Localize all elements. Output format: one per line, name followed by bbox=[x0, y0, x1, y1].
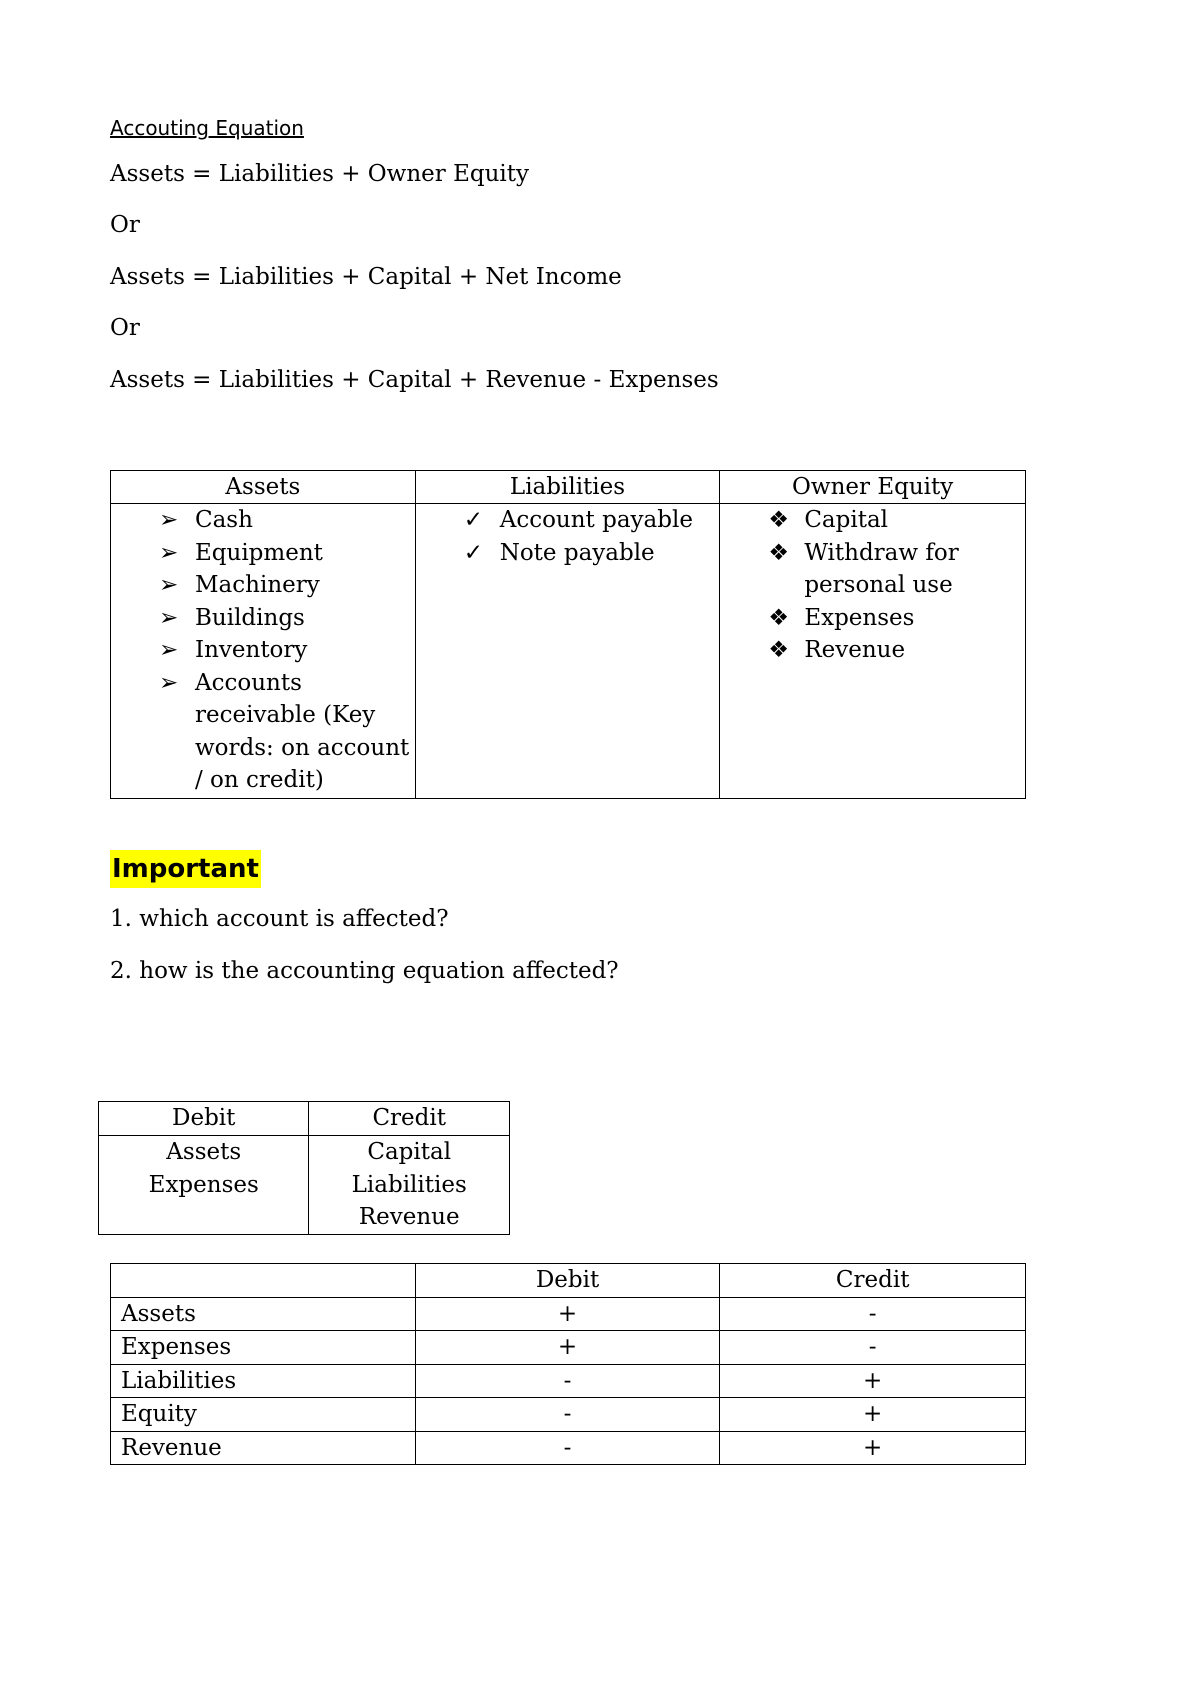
table-row bbox=[111, 1398, 1026, 1432]
list-item: ➢ Equipment bbox=[111, 537, 415, 570]
debit-credit-table bbox=[98, 1101, 510, 1235]
credit-sign: - bbox=[720, 1297, 1026, 1331]
account-categories-table bbox=[110, 470, 1026, 799]
diamond-bullet-icon: ❖ bbox=[768, 539, 789, 566]
equation-line: Assets = Liabilities + Owner Equity bbox=[110, 161, 529, 187]
check-bullet-icon: ✓ bbox=[463, 507, 483, 533]
arrow-bullet-icon: ➢ bbox=[159, 669, 179, 696]
account-name: Equity bbox=[111, 1398, 416, 1432]
arrow-bullet-icon: ➢ bbox=[159, 604, 179, 631]
credit-item: Liabilities bbox=[351, 1171, 467, 1198]
credit-sign: + bbox=[720, 1431, 1026, 1465]
important-highlight: Important bbox=[110, 850, 261, 888]
or-line: Or bbox=[110, 212, 140, 238]
credit-sign: + bbox=[720, 1364, 1026, 1398]
header-credit: Credit bbox=[309, 1102, 510, 1136]
list-item: ✓ Note payable bbox=[416, 537, 720, 570]
arrow-bullet-icon: ➢ bbox=[159, 637, 179, 663]
header-debit: Debit bbox=[415, 1264, 720, 1298]
diamond-bullet-icon: ❖ bbox=[768, 604, 789, 631]
credit-item: Revenue bbox=[358, 1204, 460, 1230]
equation-line: Assets = Liabilities + Capital + Revenue - Expenses bbox=[110, 367, 719, 393]
list-item: ➢ Machinery bbox=[111, 569, 415, 602]
check-bullet-icon: ✓ bbox=[463, 539, 483, 566]
header-credit: Credit bbox=[720, 1264, 1026, 1298]
header-owner-equity: Owner Equity bbox=[720, 471, 1026, 504]
debit-sign: - bbox=[415, 1398, 720, 1432]
credit-sign: + bbox=[720, 1398, 1026, 1432]
equation-line: Assets = Liabilities + Capital + Net Income bbox=[110, 264, 622, 290]
list-item: ➢ Buildings bbox=[111, 602, 415, 635]
table-row bbox=[111, 1331, 1026, 1365]
debit-cell bbox=[99, 1136, 309, 1235]
arrow-bullet-icon: ➢ bbox=[159, 507, 179, 533]
header-liabilities: Liabilities bbox=[415, 471, 720, 504]
arrow-bullet-icon: ➢ bbox=[159, 572, 179, 598]
debit-item: Assets bbox=[166, 1139, 242, 1165]
debit-item: Expenses bbox=[148, 1171, 259, 1198]
table-row bbox=[111, 1297, 1026, 1331]
list-item: ❖ Revenue bbox=[720, 634, 1025, 667]
account-name: Expenses bbox=[111, 1331, 416, 1365]
debit-sign: + bbox=[415, 1297, 720, 1331]
list-item: ➢ Cash bbox=[111, 504, 415, 537]
list-item: ✓ Account payable bbox=[416, 504, 720, 537]
question-line: 2. how is the accounting equation affected? bbox=[110, 958, 619, 984]
liabilities-list bbox=[416, 504, 720, 569]
account-name: Assets bbox=[111, 1297, 416, 1331]
list-item: ➢ Accounts receivable (Key words: on account / on credit) bbox=[111, 667, 415, 797]
list-item: ❖ Withdraw for personal use bbox=[720, 537, 1025, 602]
list-item: ❖ Capital bbox=[720, 504, 1025, 537]
debit-sign: - bbox=[415, 1431, 720, 1465]
assets-cell bbox=[111, 504, 416, 799]
list-item: ❖ Expenses bbox=[720, 602, 1025, 635]
credit-sign: - bbox=[720, 1331, 1026, 1365]
owner-equity-list bbox=[720, 504, 1025, 667]
owner-equity-cell bbox=[720, 504, 1026, 799]
debit-credit-rules-table bbox=[110, 1263, 1026, 1465]
header-blank bbox=[111, 1264, 416, 1298]
debit-sign: + bbox=[415, 1331, 720, 1365]
table-row bbox=[111, 1364, 1026, 1398]
question-line: 1. which account is affected? bbox=[110, 906, 449, 932]
arrow-bullet-icon: ➢ bbox=[159, 539, 179, 566]
debit-sign: - bbox=[415, 1364, 720, 1398]
or-line: Or bbox=[110, 315, 140, 341]
list-item: ➢ Inventory bbox=[111, 634, 415, 667]
diamond-bullet-icon: ❖ bbox=[768, 507, 789, 533]
header-assets: Assets bbox=[111, 471, 416, 504]
account-name: Revenue bbox=[111, 1431, 416, 1465]
credit-cell bbox=[309, 1136, 510, 1235]
assets-list bbox=[111, 504, 415, 797]
account-name: Liabilities bbox=[111, 1364, 416, 1398]
header-debit: Debit bbox=[99, 1102, 309, 1136]
liabilities-cell bbox=[415, 504, 720, 799]
table-row bbox=[111, 1431, 1026, 1465]
credit-item: Capital bbox=[367, 1139, 452, 1165]
diamond-bullet-icon: ❖ bbox=[768, 637, 789, 663]
section-heading: Accouting Equation bbox=[110, 116, 304, 140]
